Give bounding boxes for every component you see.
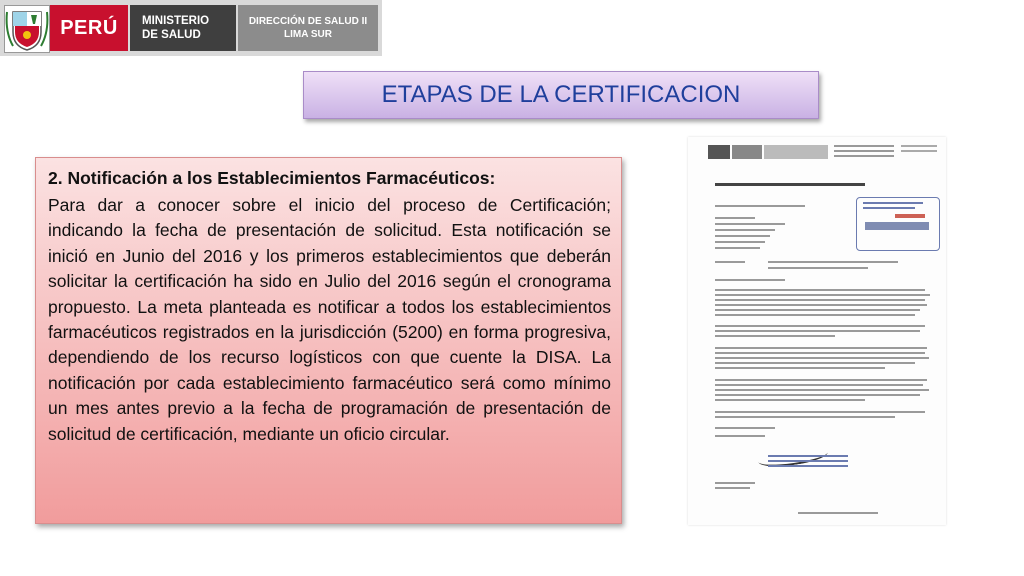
letter-text-line: [715, 229, 775, 231]
content-box: [35, 157, 622, 524]
letter-text-line: [715, 217, 755, 219]
letter-text-line: [715, 487, 750, 489]
content-body: Para dar a conocer sobre el inicio del proceso de Certificación; indicando la fecha de presentación de solicitud. Esta notificación se inició en Junio del 2016 y los primeros establecimientos que deberán solicitar la certificación ha sido en Julio del 2016 según el cronograma propuesto. La meta planteada es notificar a todos los establecimientos farmacéuticos registrados en la jurisdicción (5200) en forma progresiva, dependiendo de los recurso logísticos con que cuente la DISA. La notificación por cada establecimiento farmacéutico será como mínimo un mes antes previo a la fecha de programación de presentación de solicitud de certificación, mediante un oficio circular.: [48, 195, 611, 444]
letter-reference-line: [715, 183, 865, 186]
ministry-label: [130, 5, 236, 51]
letter-text-line: [715, 411, 925, 413]
letter-text-line: [715, 223, 785, 225]
letter-text-line: [715, 347, 927, 349]
letter-text-line: [715, 362, 915, 364]
letter-direction-block: [764, 145, 828, 159]
letter-text-line: [715, 205, 805, 207]
letter-text-line: [715, 325, 925, 327]
circular-letter-image: [688, 137, 946, 525]
letter-text-line: [715, 299, 925, 301]
received-stamp-icon: [856, 197, 940, 251]
direction-line-1: DIRECCIÓN DE SALUD II: [248, 16, 368, 27]
letter-text-line: [715, 379, 927, 381]
country-label: PERÚ: [50, 5, 128, 51]
letter-text-line: [768, 267, 868, 269]
letter-text-line: [768, 261, 898, 263]
letter-text-line: [715, 279, 785, 281]
letter-text-line: [715, 416, 895, 418]
peru-coat-of-arms-icon: [4, 5, 50, 53]
letter-text-line: [715, 241, 765, 243]
letter-text-line: [715, 367, 885, 369]
letter-text-line: [715, 482, 755, 484]
letter-text-line: [715, 394, 920, 396]
header-banner: [0, 0, 382, 56]
letter-text-line: [715, 247, 760, 249]
letter-text-line: [715, 314, 915, 316]
letter-text-line: [715, 384, 923, 386]
letter-text-line: [715, 309, 920, 311]
letter-ministry-block: [732, 145, 762, 159]
letter-text-line: [715, 389, 929, 391]
direction-line-2: LIMA SUR: [284, 29, 332, 40]
letter-text-line: [715, 235, 770, 237]
ministry-line-1: MINISTERIO: [142, 15, 210, 27]
letter-text-line: [715, 330, 920, 332]
letter-text-line: [715, 399, 865, 401]
direction-label: [238, 5, 378, 51]
letter-header-ref: [901, 145, 937, 161]
letter-text-line: [715, 352, 925, 354]
ministry-line-2: DE SALUD: [142, 29, 201, 41]
letter-text-line: [715, 435, 765, 437]
letter-header-text: [834, 145, 894, 167]
letter-text-line: [798, 512, 878, 514]
letter-text-line: [715, 304, 927, 306]
letter-text-line: [715, 294, 930, 296]
signature-stamp-icon: [768, 455, 848, 473]
letter-text-line: [715, 261, 745, 263]
letter-text-line: [715, 335, 835, 337]
letter-text-line: [715, 427, 775, 429]
content-heading: 2. Notificación a los Establecimientos Farmacéuticos:: [48, 168, 496, 188]
slide-title-box: [303, 71, 819, 119]
letter-text-line: [715, 357, 929, 359]
letter-logo-icon: [708, 145, 730, 159]
letter-text-line: [715, 289, 925, 291]
slide-title: ETAPAS DE LA CERTIFICACION: [381, 81, 741, 108]
